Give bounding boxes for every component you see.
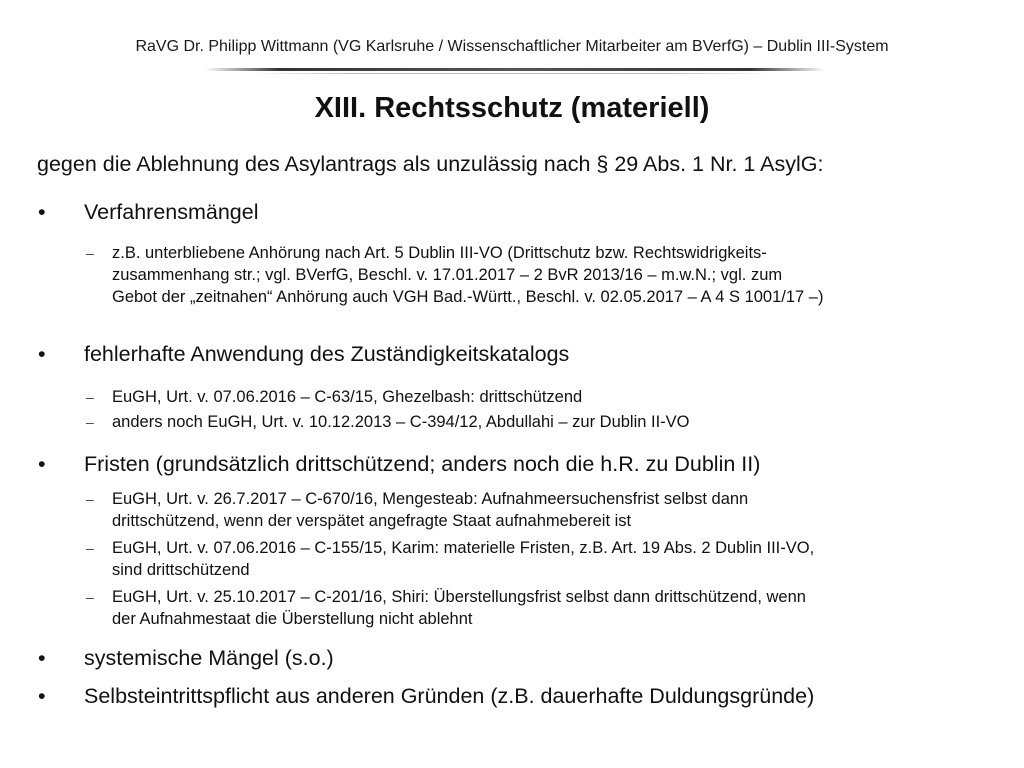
dash-marker: –	[86, 414, 94, 430]
header-divider-shadow	[250, 73, 770, 74]
sub-line: EuGH, Urt. v. 07.06.2016 – C-155/15, Karim: materielle Fristen, z.B. Art. 19 Abs. 2 Dublin III-VO,	[112, 539, 815, 557]
sub-line: drittschützend, wenn der verspätet angefragte Staat aufnahmebereit ist	[112, 512, 632, 530]
dash-marker: –	[86, 389, 94, 405]
bullet-text: Verfahrensmängel	[84, 200, 259, 224]
bullet-text: fehlerhafte Anwendung des Zuständigkeitskatalogs	[84, 342, 570, 366]
bullet-text: systemische Mängel (s.o.)	[84, 646, 334, 670]
header-divider	[205, 68, 825, 71]
sub-line: sind drittschützend	[112, 561, 250, 579]
slide-title: XIII. Rechtsschutz (materiell)	[314, 92, 710, 124]
slide-header: RaVG Dr. Philipp Wittmann (VG Karlsruhe / Wissenschaftlicher Mitarbeiter am BVerfG) – Dublin III-System	[135, 38, 889, 55]
bullet-dot: •	[38, 684, 46, 708]
sub-line: zusammenhang str.; vgl. BVerfG, Beschl. v. 17.01.2017 – 2 BvR 2013/16 – m.w.N.; vgl. zum	[112, 266, 783, 284]
bullet-text: Selbsteintrittspflicht aus anderen Gründen (z.B. dauerhafte Duldungsgründe)	[84, 684, 815, 708]
dash-marker: –	[86, 589, 94, 605]
bullet-dot: •	[38, 646, 46, 670]
bullet-text: Fristen (grundsätzlich drittschützend; anders noch die h.R. zu Dublin II)	[84, 452, 761, 476]
sub-line: der Aufnahmestaat die Überstellung nicht ablehnt	[112, 610, 473, 628]
dash-marker: –	[86, 540, 94, 556]
sub-line: EuGH, Urt. v. 25.10.2017 – C-201/16, Shiri: Überstellungsfrist selbst dann drittschützend, wenn	[112, 588, 806, 606]
sub-line: anders noch EuGH, Urt. v. 10.12.2013 – C-394/12, Abdullahi – zur Dublin II-VO	[112, 413, 690, 431]
dash-marker: –	[86, 245, 94, 261]
sub-line: EuGH, Urt. v. 07.06.2016 – C-63/15, Ghezelbash: drittschützend	[112, 388, 583, 406]
bullet-dot: •	[38, 200, 46, 224]
intro-text: gegen die Ablehnung des Asylantrags als unzulässig nach § 29 Abs. 1 Nr. 1 AsylG:	[37, 152, 824, 176]
sub-line: z.B. unterbliebene Anhörung nach Art. 5 Dublin III-VO (Drittschutz bzw. Rechtswidrigkeits-	[112, 244, 767, 262]
dash-marker: –	[86, 491, 94, 507]
sub-line: Gebot der „zeitnahen“ Anhörung auch VGH Bad.-Württ., Beschl. v. 02.05.2017 – A 4 S 1001/17 –)	[112, 288, 824, 306]
bullet-dot: •	[38, 342, 46, 366]
sub-line: EuGH, Urt. v. 26.7.2017 – C-670/16, Mengesteab: Aufnahmeersuchensfrist selbst dann	[112, 490, 749, 508]
bullet-dot: •	[38, 452, 46, 476]
